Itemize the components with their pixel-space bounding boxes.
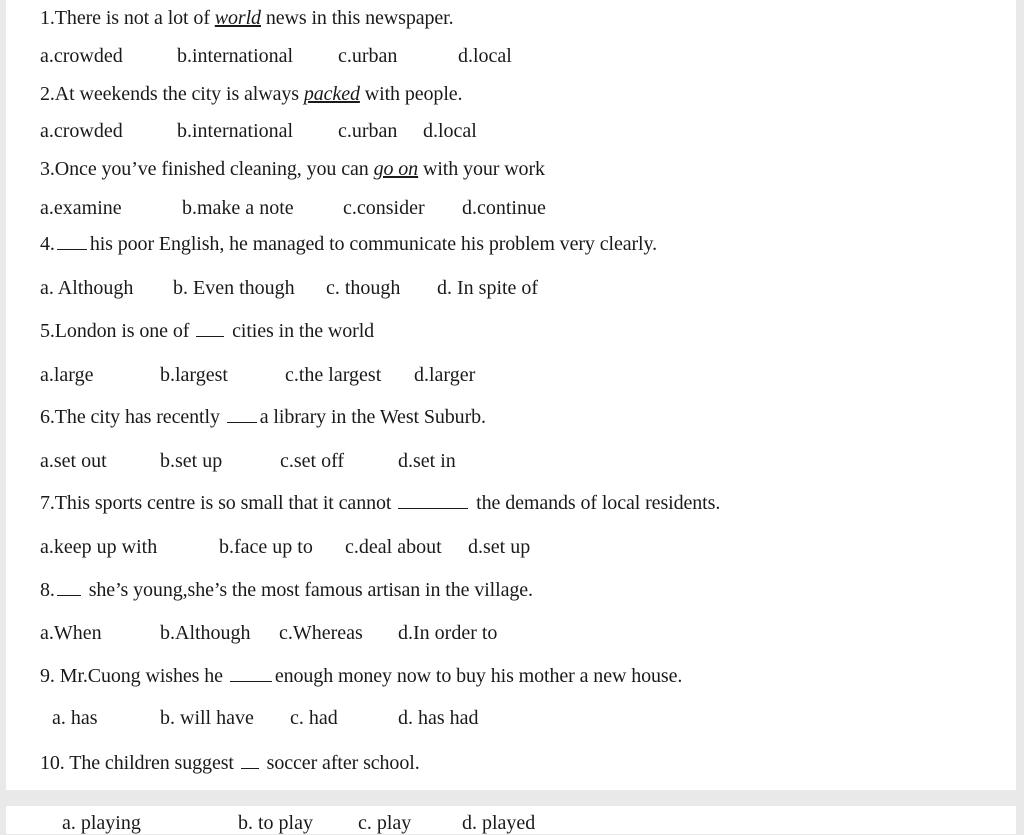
q9-option-b: b. will have <box>160 707 254 729</box>
answer-blank <box>57 235 87 250</box>
q5-option-c: c.the largest <box>285 364 382 386</box>
q3-option-c: c.consider <box>343 197 425 219</box>
q4-option-d: d. In spite of <box>437 277 539 299</box>
q1-option-d: d.local <box>458 45 512 67</box>
question-8-text-end: she’s young,she’s the most famous artisan in the village. <box>83 579 533 601</box>
question-10-text: 10. The children suggest <box>40 752 239 774</box>
q10-option-d: d. played <box>462 812 536 834</box>
answer-blank <box>241 754 259 769</box>
answer-blank <box>196 322 224 337</box>
question-3 <box>40 157 545 181</box>
q8-option-a: a.When <box>40 622 102 644</box>
q1-option-a: a.crowded <box>40 45 123 67</box>
question-5-text-end: cities in the world <box>227 320 375 342</box>
question-9-text-end: enough money now to buy his mother a new house. <box>274 665 683 687</box>
q6-option-a: a.set out <box>40 450 107 472</box>
q7-option-b: b.face up to <box>219 536 313 558</box>
q7-option-d: d.set up <box>468 536 531 558</box>
question-2 <box>40 82 462 106</box>
question-8 <box>40 578 533 602</box>
question-5-text: 5.London is one of <box>40 320 195 342</box>
question-7-text: 7.This sports centre is so small that it cannot <box>40 492 397 514</box>
q8-option-b: b.Although <box>160 622 251 644</box>
q5-option-b: b.largest <box>160 364 228 386</box>
question-1 <box>40 6 454 30</box>
q9-option-d: d. has had <box>398 707 479 729</box>
q4-option-a: a. Although <box>40 277 134 299</box>
q6-option-c: c.set off <box>280 450 345 472</box>
q8-option-c: c.Whereas <box>279 622 363 644</box>
q7-option-c: c.deal about <box>345 536 442 558</box>
question-6-text: 6.The city has recently <box>40 406 225 428</box>
question-3-text-end: with your work <box>418 158 545 180</box>
answer-blank <box>227 408 257 423</box>
question-9 <box>40 664 682 688</box>
q5-option-a: a.large <box>40 364 94 386</box>
question-4 <box>40 232 657 256</box>
q7-option-a: a.keep up with <box>40 536 158 558</box>
question-7-text-end: the demands of local residents. <box>471 492 721 514</box>
q4-option-b: b. Even though <box>173 277 295 299</box>
question-2-text: 2.At weekends the city is always <box>40 83 304 105</box>
q2-option-d: d.local <box>423 120 477 142</box>
q10-option-c: c. play <box>358 812 412 834</box>
question-3-keyword: go on <box>373 158 419 180</box>
question-1-keyword: world <box>214 7 261 29</box>
question-6-text-end: a library in the West Suburb. <box>259 406 486 428</box>
q3-option-b: b.make a note <box>182 197 294 219</box>
question-8-text: 8. <box>40 579 55 601</box>
q2-option-a: a.crowded <box>40 120 123 142</box>
answer-blank <box>230 667 272 682</box>
q1-option-b: b.international <box>177 45 294 67</box>
q3-option-a: a.examine <box>40 197 122 219</box>
q5-option-d: d.larger <box>414 364 476 386</box>
q6-option-b: b.set up <box>160 450 223 472</box>
question-10-text-end: soccer after school. <box>261 752 420 774</box>
q9-option-c: c. had <box>290 707 338 729</box>
question-4-text: 4. <box>40 233 55 255</box>
q2-option-c: c.urban <box>338 120 398 142</box>
question-5 <box>40 319 374 343</box>
question-2-keyword: packed <box>303 83 360 105</box>
question-6 <box>40 405 486 429</box>
q6-option-d: d.set in <box>398 450 456 472</box>
q9-option-a: a. has <box>52 707 98 729</box>
q10-option-b: b. to play <box>238 812 313 834</box>
question-2-text-end: with people. <box>359 83 463 105</box>
q2-option-b: b.international <box>177 120 294 142</box>
q3-option-d: d.continue <box>462 197 546 219</box>
question-4-text-end: his poor English, he managed to communicate his problem very clearly. <box>89 233 658 255</box>
question-3-text: 3.Once you’ve finished cleaning, you can <box>40 158 374 180</box>
q1-option-c: c.urban <box>338 45 398 67</box>
question-9-text: 9. Mr.Cuong wishes he <box>40 665 228 687</box>
question-7 <box>40 491 720 515</box>
q4-option-c: c. though <box>326 277 401 299</box>
question-1-text: 1.There is not a lot of <box>40 7 215 29</box>
answer-blank <box>398 494 468 509</box>
q10-option-a: a. playing <box>62 812 141 834</box>
question-1-text-end: news in this newspaper. <box>260 7 454 29</box>
answer-blank <box>57 581 81 596</box>
question-10 <box>40 751 420 775</box>
q8-option-d: d.In order to <box>398 622 498 644</box>
